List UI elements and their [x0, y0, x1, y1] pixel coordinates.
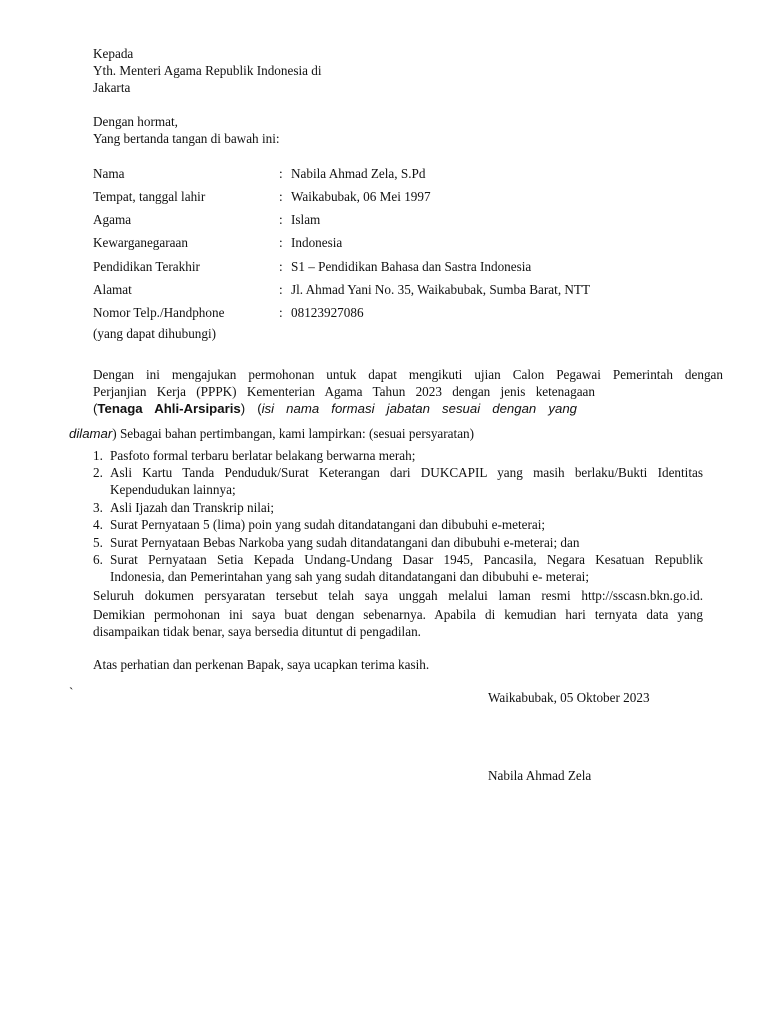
field-colon: :: [279, 305, 283, 320]
field-value: Waikabubak, 06 Mei 1997: [291, 189, 431, 204]
field-colon: :: [279, 212, 283, 227]
paren-mid: ) (: [240, 401, 262, 416]
field-label: Nomor Telp./Handphone: [93, 305, 225, 320]
field-row: [93, 211, 713, 228]
recipient-title: Yth. Menteri Agama Republik Indonesia di: [93, 63, 322, 78]
field-label: Pendidikan Terakhir: [93, 259, 200, 274]
field-label: Agama: [93, 212, 132, 227]
recipient-kepada: Kepada: [93, 46, 134, 61]
field-row: [93, 304, 713, 321]
body-line-formation: [93, 400, 577, 417]
phone-note: (yang dapat dihubungi): [93, 326, 217, 341]
field-value: S1 – Pendidikan Bahasa dan Sastra Indonesia: [291, 259, 532, 274]
signatory-name: Nabila Ahmad Zela: [488, 768, 592, 783]
field-row: [93, 234, 713, 251]
closing-line: Demikian permohonan ini saya buat dengan sebenarnya. Apabila di kemudian hari ternyata data yang: [93, 607, 703, 622]
list-number: 3.: [93, 500, 103, 515]
list-number: 6.: [93, 552, 103, 567]
list-text-continued: Kependudukan lainnya;: [110, 482, 236, 497]
recipient-city: Jakarta: [93, 80, 131, 95]
list-number: 1.: [93, 448, 103, 463]
field-colon: :: [279, 189, 283, 204]
field-value: Jl. Ahmad Yani No. 35, Waikabubak, Sumba Barat, NTT: [291, 282, 591, 297]
list-text: Pasfoto formal terbaru berlatar belakang berwarna merah;: [110, 448, 416, 463]
thanks-text: Atas perhatian dan perkenan Bapak, saya ucapkan terima kasih.: [93, 657, 430, 672]
list-text: Surat Pernyataan Bebas Narkoba yang sudah ditandatangani dan dibubuhi e-meterai; dan: [110, 535, 580, 550]
attachments-intro: ) Sebagai bahan pertimbangan, kami lampirkan: (sesuai persyaratan): [112, 426, 475, 441]
field-label: Nama: [93, 166, 125, 181]
field-label: Kewarganegaraan: [93, 235, 188, 250]
formation-name: Tenaga Ahli-Arsiparis: [97, 401, 241, 416]
list-text: Asli Ijazah dan Transkrip nilai;: [110, 500, 275, 515]
formation-hint-end: dilamar: [69, 426, 113, 441]
paren-open: (: [93, 401, 98, 416]
list-text: Surat Pernyataan 5 (lima) poin yang sudah ditandatangani dan dibubuhi e-meterai;: [110, 517, 546, 532]
field-colon: :: [279, 166, 283, 181]
place-date: Waikabubak, 05 Oktober 2023: [488, 690, 650, 705]
field-label: Alamat: [93, 282, 132, 297]
field-value: Islam: [291, 212, 321, 227]
list-text: Asli Kartu Tanda Penduduk/Surat Keterangan dari DUKCAPIL yang masih berlaku/Bukti Identitas: [110, 465, 703, 480]
body-line: Perjanjian Kerja (PPPK) Kementerian Agama Tahun 2023 dengan jenis ketenagaan: [93, 384, 595, 399]
list-text: Surat Pernyataan Setia Kepada Undang-Undang Dasar 1945, Pancasila, Negara Kesatuan Republik: [110, 552, 703, 567]
intro-text: Yang bertanda tangan di bawah ini:: [93, 131, 280, 146]
field-label: Tempat, tanggal lahir: [93, 189, 206, 204]
field-row: [93, 188, 713, 205]
field-value: 08123927086: [291, 305, 364, 320]
field-row: [93, 165, 713, 182]
greeting: Dengan hormat,: [93, 114, 178, 129]
field-value: Indonesia: [291, 235, 343, 250]
field-value: Nabila Ahmad Zela, S.Pd: [291, 166, 426, 181]
list-number: 4.: [93, 517, 103, 532]
list-number: 5.: [93, 535, 103, 550]
closing-line: disampaikan tidak benar, saya bersedia dituntut di pengadilan.: [93, 624, 421, 639]
body-line-attachments: [69, 425, 474, 442]
list-text-continued: Indonesia, dan Pemerintahan yang sah yang sudah ditandatangani dan dibubuhi e- meterai;: [110, 569, 589, 584]
field-colon: :: [279, 235, 283, 250]
field-colon: :: [279, 282, 283, 297]
closing-line: Seluruh dokumen persyaratan tersebut telah saya unggah melalui laman resmi http://sscasn.bkn.go.id.: [93, 588, 703, 603]
stray-mark: `: [69, 685, 74, 700]
field-row: [93, 258, 713, 275]
body-line: Dengan ini mengajukan permohonan untuk dapat mengikuti ujian Calon Pegawai Pemerintah dengan: [93, 367, 723, 382]
field-colon: :: [279, 259, 283, 274]
field-row: [93, 281, 713, 298]
list-number: 2.: [93, 465, 103, 480]
formation-hint: isi nama formasi jabatan sesuai dengan yang: [261, 401, 577, 416]
